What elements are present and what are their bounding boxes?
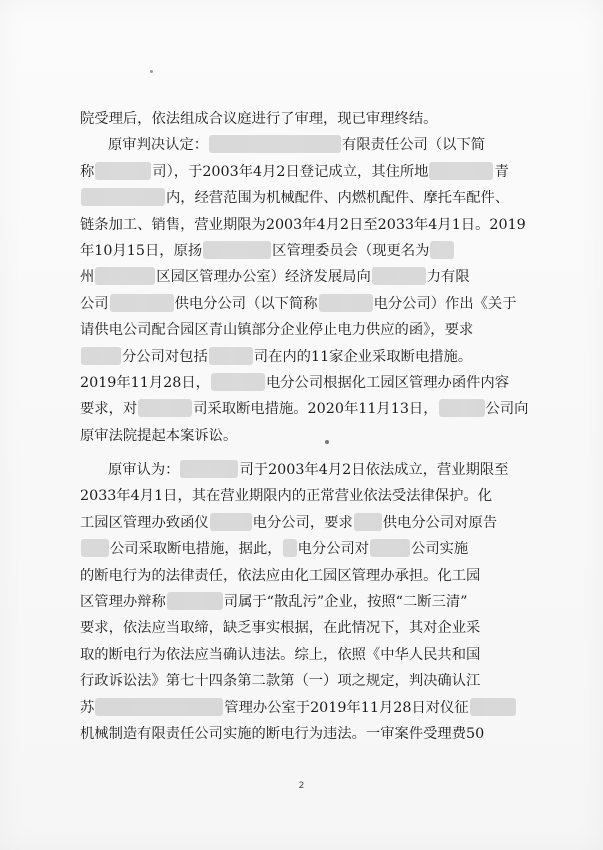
- text-line: [80, 291, 526, 317]
- text-segment: 原审法院提起本案诉讼。: [80, 427, 238, 444]
- text-segment: 原审认为：: [108, 462, 180, 479]
- text-segment: 电分公司，要求: [252, 514, 353, 531]
- redaction-blur: [95, 698, 223, 716]
- text-segment: 公司: [80, 295, 109, 312]
- text-segment: 机械制造有限责任公司实施的断电行为违法。一审案件受理费50: [80, 725, 485, 742]
- text-segment: 称: [80, 163, 95, 180]
- text-line: [80, 185, 526, 211]
- text-line: [80, 212, 526, 238]
- redaction-blur: [95, 267, 155, 285]
- text-segment: 区管理委员会（现更名为: [272, 242, 430, 259]
- text-line: [80, 721, 526, 747]
- text-line: [80, 159, 526, 185]
- text-line: [80, 457, 526, 483]
- redaction-blur: [209, 347, 253, 365]
- text-line: [80, 396, 529, 422]
- text-line: [80, 370, 526, 396]
- text-segment: 院受理后，依法组成合议庭进行了审理，现已审理终结。: [80, 111, 438, 127]
- redaction-blur: [370, 539, 410, 557]
- redaction-blur: [319, 294, 373, 312]
- text-segment: 州: [80, 269, 95, 286]
- text-segment: 苏: [80, 699, 95, 716]
- page-number: 2: [298, 781, 305, 791]
- text-segment: 电分公司根据化工园区管理办函件内容: [265, 374, 510, 391]
- text-line: [80, 615, 526, 641]
- scan-speck: [325, 440, 329, 444]
- scan-speck: [150, 70, 153, 73]
- text-segment: 司在内的11家企业采取断电措施。: [253, 348, 473, 365]
- text-segment: 司于2003年4月2日依法成立，营业期限至: [239, 462, 509, 479]
- text-segment: 链条加工、销售，营业期限为2003年4月2日至2033年4月1日。2019: [80, 216, 526, 233]
- text-line: [80, 563, 526, 589]
- text-line: [80, 106, 526, 132]
- redaction-blur: [211, 373, 265, 391]
- text-segment: 电分公司对: [297, 541, 370, 558]
- redaction-blur: [470, 698, 516, 716]
- paragraph-gap: [80, 449, 526, 457]
- text-segment: 公司采取断电措施，据此，: [110, 541, 282, 558]
- text-segment: 司属于“散乱污”企业，按照“二断三清”: [223, 594, 468, 611]
- redaction-blur: [210, 513, 252, 531]
- redaction-blur: [203, 241, 271, 259]
- text-segment: 内，经营范围为机械配件、内燃机配件、摩托车配件、: [166, 190, 510, 207]
- text-line: [80, 483, 526, 509]
- text-segment: 取的断电行为依法应当确认违法。综上，依照《中华人民共和国: [80, 646, 481, 663]
- document-body: [80, 106, 529, 747]
- redaction-blur: [209, 135, 341, 153]
- redaction-blur: [95, 162, 151, 180]
- text-segment: 请供电公司配合园区青山镇部分企业停止电力供应的函》，要求: [80, 322, 474, 339]
- redaction-blur: [429, 162, 493, 180]
- text-segment: 行政诉讼法》第七十四条第二款第（一）项之规定，判决确认江: [80, 673, 481, 690]
- text-segment: 供电分公司（以下简称: [174, 295, 318, 312]
- text-segment: 分公司对包括: [122, 348, 208, 365]
- text-segment: 力有限: [426, 269, 470, 286]
- text-segment: 供电分公司对原告: [382, 514, 498, 531]
- text-segment: 电分公司）作出《关于: [373, 295, 517, 312]
- text-segment: 2019年11月28日，: [80, 374, 210, 391]
- text-line: [80, 642, 526, 668]
- text-line: [80, 510, 526, 536]
- text-line: [80, 317, 526, 343]
- text-line: [80, 132, 526, 158]
- text-segment: 年10月15日，原扬: [80, 242, 203, 259]
- redaction-blur: [354, 513, 382, 531]
- text-segment: 青: [494, 163, 509, 180]
- redaction-blur: [81, 188, 165, 206]
- text-line: [80, 423, 526, 449]
- redaction-blur: [372, 267, 426, 285]
- text-line: [80, 264, 526, 290]
- redaction-blur: [180, 460, 238, 478]
- text-segment: 有限责任公司（以下简: [342, 137, 486, 154]
- text-segment: 司采取断电措施。2020年11月13日，: [193, 401, 438, 418]
- text-segment: 原审判决认定：: [108, 137, 209, 154]
- redaction-blur: [81, 539, 109, 557]
- text-segment: 工园区管理办致函仪: [80, 514, 209, 531]
- redaction-blur: [167, 592, 223, 610]
- text-line: [80, 344, 526, 370]
- text-line: [80, 536, 526, 562]
- text-line: [80, 668, 526, 694]
- redaction-blur: [283, 539, 297, 557]
- text-segment: 公司向: [485, 401, 529, 418]
- redaction-blur: [110, 294, 174, 312]
- text-segment: 要求，依法应当取缔，缺乏事实根据，在此情况下，其对企业采: [80, 620, 481, 637]
- redaction-blur: [81, 347, 121, 365]
- text-line: [80, 589, 526, 615]
- redaction-blur: [439, 399, 485, 417]
- text-line: [80, 238, 526, 264]
- text-segment: 司），于2003年4月2日登记成立，其住所地: [152, 163, 429, 180]
- redaction-blur: [430, 241, 454, 259]
- redaction-blur: [138, 399, 192, 417]
- text-segment: 区管理办辩称: [80, 594, 166, 611]
- text-segment: 管理办公室于2019年11月28日对仪征: [224, 699, 469, 716]
- text-segment: 要求，对: [80, 401, 138, 418]
- text-segment: 2033年4月1日，其在营业期限内的正常营业依法受法律保护。化: [80, 488, 492, 505]
- text-segment: 区园区管理办公室）经济发展局向: [156, 269, 371, 286]
- text-segment: 的断电行为的法律责任，依法应由化工园区管理办承担。化工园: [80, 567, 481, 584]
- text-segment: 公司实施: [411, 541, 469, 558]
- text-line: [80, 695, 526, 721]
